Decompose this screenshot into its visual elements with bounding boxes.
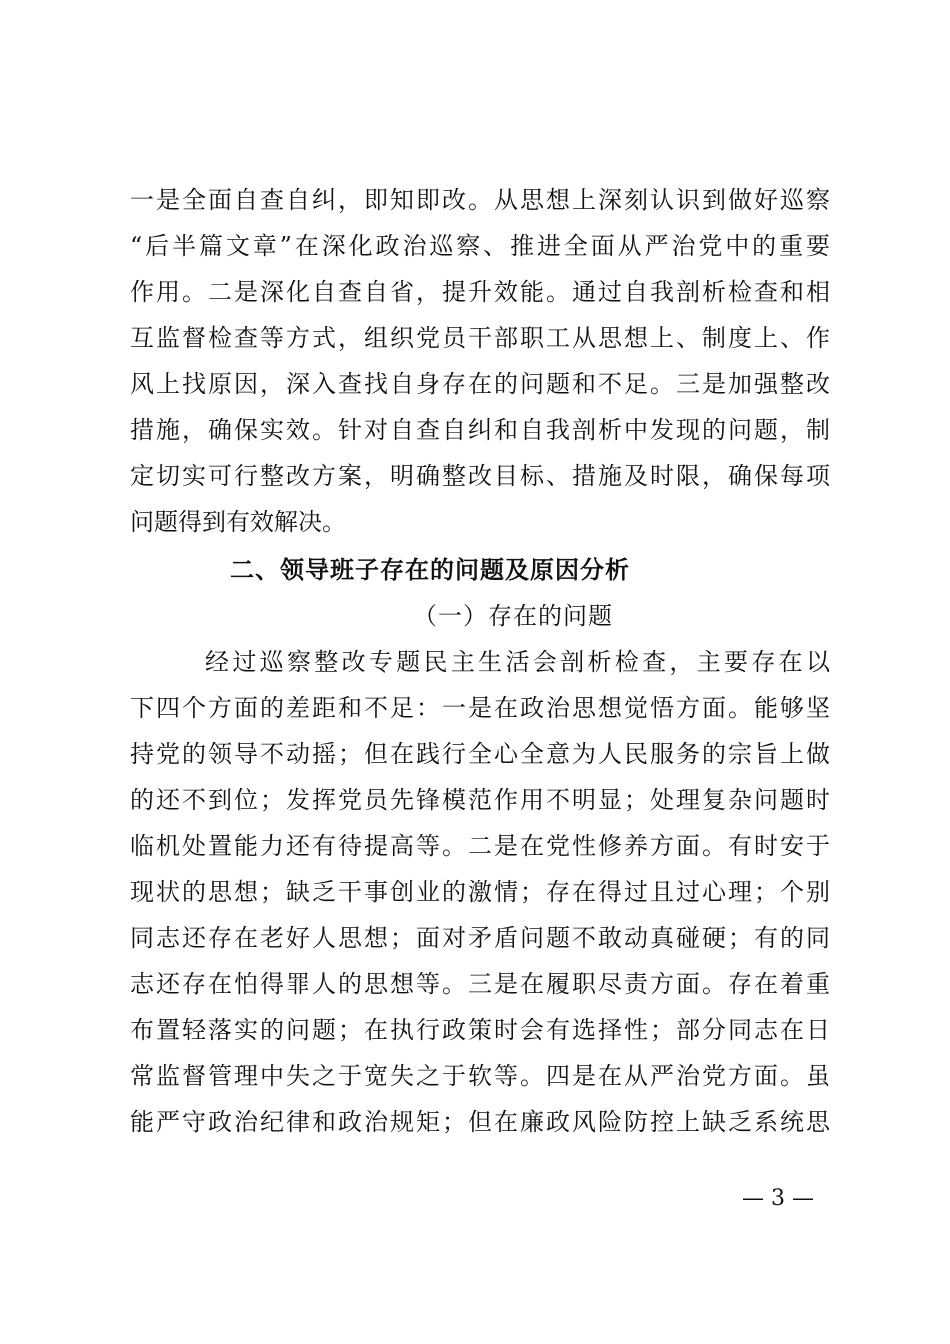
paragraph-2-line-5: 临机处置能力还有待提高等。二是在党性修养方面。有时安于 bbox=[130, 832, 830, 860]
paragraph-1-line-7: 定切实可行整改方案，明确整改目标、措施及时限，确保每项 bbox=[130, 462, 830, 490]
paragraph-1-line-6: 措施，确保实效。针对自查自纠和自我剖析中发现的问题，制 bbox=[130, 416, 830, 444]
paragraph-1-line-2: “后半篇文章”在深化政治巡察、推进全面从严治党中的重要 bbox=[130, 232, 830, 260]
paragraph-1-line-5: 风上找原因，深入查找自身存在的问题和不足。三是加强整改 bbox=[130, 370, 830, 398]
paragraph-2-line-7: 同志还存在老好人思想；面对矛盾问题不敢动真碰硬；有的同 bbox=[130, 924, 830, 952]
paragraph-2-line-4: 的还不到位；发挥党员先锋模范作用不明显；处理复杂问题时 bbox=[130, 786, 830, 814]
paragraph-2-line-8: 志还存在怕得罪人的思想等。三是在履职尽责方面。存在着重 bbox=[130, 970, 830, 998]
paragraph-2-line-1: 经过巡察整改专题民主生活会剖析检查，主要存在以 bbox=[205, 648, 830, 676]
page-number: — 3 — bbox=[742, 1186, 814, 1211]
paragraph-2-line-10: 常监督管理中失之于宽失之于软等。四是在从严治党方面。虽 bbox=[130, 1062, 830, 1090]
paragraph-1-line-8: 问题得到有效解决。 bbox=[130, 508, 346, 536]
paragraph-2-line-3: 持党的领导不动摇；但在践行全心全意为人民服务的宗旨上做 bbox=[130, 740, 830, 768]
paragraph-2-line-6: 现状的思想；缺乏干事创业的激情；存在得过且过心理；个别 bbox=[130, 878, 830, 906]
paragraph-2-line-2: 下四个方面的差距和不足：一是在政治思想觉悟方面。能够坚 bbox=[130, 694, 830, 722]
paragraph-1-line-4: 互监督检查等方式，组织党员干部职工从思想上、制度上、作 bbox=[130, 324, 830, 352]
paragraph-2-line-11: 能严守政治纪律和政治规矩；但在廉政风险防控上缺乏系统思 bbox=[130, 1108, 830, 1136]
paragraph-2-line-9: 布置轻落实的问题；在执行政策时会有选择性；部分同志在日 bbox=[130, 1016, 830, 1044]
subsection-heading: （一）存在的问题 bbox=[413, 602, 613, 630]
paragraph-1-line-1: 一是全面自查自纠，即知即改。从思想上深刻认识到做好巡察 bbox=[130, 186, 830, 214]
section-heading: 二、领导班子存在的问题及原因分析 bbox=[230, 556, 630, 584]
paragraph-1-line-3: 作用。二是深化自查自省，提升效能。通过自我剖析检查和相 bbox=[130, 278, 830, 306]
